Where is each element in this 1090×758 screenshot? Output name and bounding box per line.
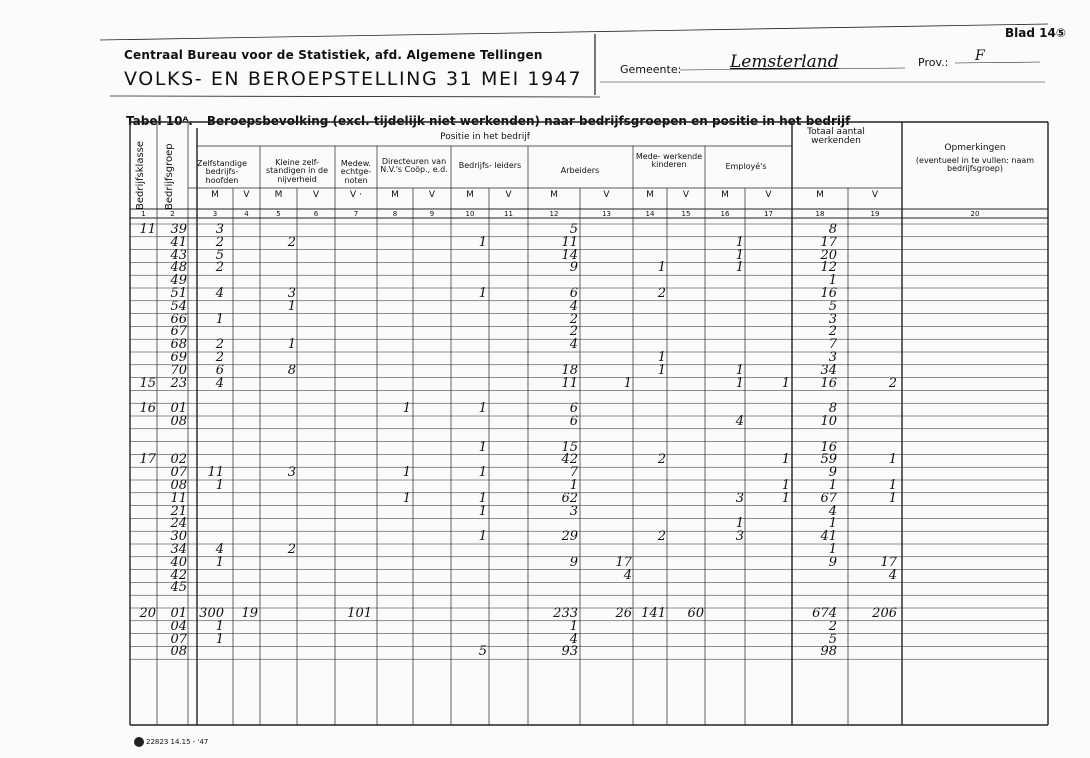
cell-c16: 4 xyxy=(735,414,744,429)
cell-c16: 3 xyxy=(735,529,744,545)
cell-c13: 26 xyxy=(615,606,632,621)
cell-c14: 1 xyxy=(657,260,666,276)
cell-c18: 10 xyxy=(820,414,837,429)
cell-c12: 14 xyxy=(561,247,578,263)
mv-subheader: M xyxy=(211,190,219,200)
cell-bedrijfsgroep: 68 xyxy=(170,337,187,353)
cell-c3: 4 xyxy=(215,286,224,301)
cell-bedrijfsklasse: 11 xyxy=(139,222,156,237)
cell-c10: 1 xyxy=(478,401,487,417)
cell-c3: 6 xyxy=(215,362,224,378)
cell-c18: 1 xyxy=(828,273,837,289)
grid-line xyxy=(110,96,600,97)
cell-bedrijfsgroep: 70 xyxy=(170,362,187,378)
mv-subheader: V xyxy=(428,190,436,200)
cell-c10: 1 xyxy=(478,465,487,481)
cell-c16: 3 xyxy=(735,490,744,506)
header-opmerkingen-sub: (eventueel in te vullen: naam bedrijfsgroep) xyxy=(915,156,1035,174)
cell-c19: 1 xyxy=(888,452,897,468)
cell-c14: 1 xyxy=(657,362,666,378)
cell-c3: 2 xyxy=(215,337,224,353)
cell-bedrijfsgroep: 51 xyxy=(170,286,187,301)
cell-bedrijfsklasse: 15 xyxy=(139,375,156,391)
column-number: 13 xyxy=(602,210,611,218)
cell-c18: 2 xyxy=(828,324,837,340)
column-number: 17 xyxy=(764,210,773,218)
cell-c8: 1 xyxy=(402,465,411,481)
cell-c10: 1 xyxy=(478,286,487,301)
cell-bedrijfsgroep: 67 xyxy=(170,324,187,340)
table-description: Beroepsbevolking (excl. tijdelijk niet werkenden) naar bedrijfsgroepen en positie in het bedrijf xyxy=(206,114,851,128)
cell-c8: 1 xyxy=(402,401,411,417)
cell-c12: 5 xyxy=(569,222,578,237)
cell-c18: 16 xyxy=(820,286,837,301)
cell-c18: 7 xyxy=(828,337,837,353)
cell-c15: 60 xyxy=(687,606,704,621)
print-code: 22823 14.15 - '47 xyxy=(146,738,209,746)
column-number: 20 xyxy=(970,210,980,218)
cell-c18: 4 xyxy=(828,503,837,519)
cell-c13: 1 xyxy=(623,375,632,391)
cell-c10: 1 xyxy=(478,490,487,506)
cell-c19: 1 xyxy=(888,478,897,493)
cell-bedrijfsgroep: 48 xyxy=(170,260,187,276)
cell-c18: 674 xyxy=(812,606,837,621)
header-bedrijfsgroep: Bedrijfsgroep xyxy=(164,143,175,210)
cell-c18: 17 xyxy=(820,234,837,250)
cell-c16: 1 xyxy=(735,375,744,391)
column-number: 14 xyxy=(645,210,655,218)
cell-c3: 2 xyxy=(215,234,224,250)
header-arbeiders: Arbeiders xyxy=(560,166,600,175)
column-number: 5 xyxy=(276,210,281,218)
mv-subheader: V xyxy=(312,190,320,200)
cell-bedrijfsgroep: 66 xyxy=(170,311,187,327)
cell-bedrijfsklasse: 20 xyxy=(139,606,156,621)
cell-c18: 9 xyxy=(828,465,837,481)
cell-c12: 1 xyxy=(569,478,578,493)
cell-c3: 1 xyxy=(215,554,224,570)
grid-line xyxy=(100,24,1048,40)
cell-c18: 8 xyxy=(828,401,837,417)
cell-c13: 4 xyxy=(623,567,632,583)
cell-c12: 2 xyxy=(569,324,578,340)
cell-c7: 101 xyxy=(347,606,372,621)
cell-c18: 1 xyxy=(828,478,837,493)
cell-c12: 9 xyxy=(569,554,578,570)
cell-c14: 2 xyxy=(657,529,666,545)
cell-c18: 9 xyxy=(828,554,837,570)
cell-c19: 1 xyxy=(888,490,897,506)
cell-bedrijfsgroep: 04 xyxy=(170,618,187,634)
column-number: 2 xyxy=(170,210,175,218)
cell-c12: 4 xyxy=(569,337,578,353)
cell-c17: 1 xyxy=(781,490,790,506)
cell-bedrijfsgroep: 24 xyxy=(170,516,187,532)
cell-bedrijfsgroep: 30 xyxy=(170,529,187,545)
cell-bedrijfsgroep: 23 xyxy=(170,375,187,391)
column-number: 11 xyxy=(504,210,513,218)
cell-c12: 3 xyxy=(569,503,578,519)
cell-bedrijfsgroep: 08 xyxy=(170,478,187,493)
cell-c16: 1 xyxy=(735,362,744,378)
cell-c3: 1 xyxy=(215,478,224,493)
cell-c3: 300 xyxy=(199,606,224,621)
cell-c12: 9 xyxy=(569,260,578,276)
cell-bedrijfsgroep: 07 xyxy=(170,631,187,647)
cell-c5: 2 xyxy=(287,234,296,250)
column-number: 18 xyxy=(815,210,825,218)
cell-bedrijfsgroep: 40 xyxy=(170,554,187,570)
cell-c17: 1 xyxy=(781,478,790,493)
column-number: 9 xyxy=(429,210,435,218)
cell-c10: 1 xyxy=(478,529,487,545)
cell-c17: 1 xyxy=(781,375,790,391)
mv-subheader: V xyxy=(603,190,610,200)
cell-c12: 62 xyxy=(561,490,578,506)
sheet-number: Blad 14⑤ xyxy=(1005,26,1066,40)
province-label: Prov.: xyxy=(918,56,949,69)
gemeente-value: Lemsterland xyxy=(730,52,839,72)
cell-c3: 5 xyxy=(215,247,224,263)
header-directeuren: Directeuren van N.V.'s Coöp., e.d. xyxy=(380,157,448,175)
header-kleine-zelfstandigen: Kleine zelf- standigen in de nijverheid xyxy=(265,158,329,184)
mv-subheader: M xyxy=(391,190,399,200)
gemeente-label: Gemeente: xyxy=(620,63,682,76)
cell-c4: 19 xyxy=(241,606,258,621)
mv-subheader: M xyxy=(550,190,558,200)
mv-subheader: M xyxy=(466,190,474,200)
header-totaal: Totaal aantal werkenden xyxy=(807,127,865,147)
cell-bedrijfsklasse: 16 xyxy=(139,401,156,417)
cell-c18: 20 xyxy=(820,247,837,263)
cell-c3: 2 xyxy=(215,260,224,276)
cell-c16: 1 xyxy=(735,516,744,532)
cell-c10: 5 xyxy=(478,644,487,660)
cell-c3: 1 xyxy=(215,631,224,647)
cell-c18: 3 xyxy=(828,350,837,365)
column-number: 8 xyxy=(392,210,398,218)
cell-c18: 1 xyxy=(828,542,837,557)
cell-c18: 8 xyxy=(828,222,837,237)
cell-c16: 1 xyxy=(735,234,744,250)
cell-c12: 2 xyxy=(569,311,578,327)
column-number: 3 xyxy=(212,210,218,218)
cell-c18: 12 xyxy=(820,260,837,276)
cell-c3: 4 xyxy=(215,375,224,391)
cell-c12: 11 xyxy=(561,234,578,250)
form-title: VOLKS- EN BEROEPSTELLING 31 MEI 1947 xyxy=(124,68,583,90)
mv-subheader: M xyxy=(721,190,729,200)
cell-c14: 1 xyxy=(657,350,666,365)
cell-c5: 3 xyxy=(287,465,296,481)
cell-c5: 3 xyxy=(287,286,296,301)
cell-c12: 29 xyxy=(561,529,578,545)
province-value: F xyxy=(975,48,985,64)
cell-c19: 4 xyxy=(888,567,897,583)
column-number: 10 xyxy=(465,210,475,218)
cell-c14: 141 xyxy=(641,606,666,621)
cell-c3: 1 xyxy=(215,311,224,327)
cell-c12: 93 xyxy=(561,644,578,660)
cell-c18: 16 xyxy=(820,375,837,391)
header-positie: Positie in het bedrijf xyxy=(440,132,530,142)
cell-c18: 59 xyxy=(820,452,837,468)
cell-c5: 8 xyxy=(287,362,296,378)
header-employes: Employé's xyxy=(725,162,767,171)
cell-c17: 1 xyxy=(781,452,790,468)
column-number: 6 xyxy=(313,210,319,218)
cell-bedrijfsgroep: 69 xyxy=(170,350,187,365)
cell-bedrijfsgroep: 54 xyxy=(170,298,187,314)
cell-c18: 41 xyxy=(820,529,837,545)
cell-bedrijfsgroep: 42 xyxy=(170,567,187,583)
grid-line xyxy=(680,68,905,70)
cell-bedrijfsklasse: 17 xyxy=(139,452,156,468)
cell-c10: 1 xyxy=(478,439,487,455)
cell-bedrijfsgroep: 08 xyxy=(170,644,187,660)
cell-c3: 1 xyxy=(215,618,224,634)
grid-line xyxy=(955,62,1040,63)
mv-subheader: V · xyxy=(350,190,362,200)
cell-c18: 5 xyxy=(828,298,837,314)
cell-c5: 1 xyxy=(287,337,296,353)
cell-c13: 17 xyxy=(615,554,632,570)
cell-c16: 1 xyxy=(735,247,744,263)
column-number: 16 xyxy=(720,210,730,218)
cell-c19: 206 xyxy=(872,606,897,621)
mv-subheader: M xyxy=(816,190,824,200)
cell-c3: 2 xyxy=(215,350,224,365)
cell-bedrijfsgroep: 01 xyxy=(170,606,187,621)
cell-bedrijfsgroep: 49 xyxy=(170,273,187,289)
cell-c12: 6 xyxy=(569,286,578,301)
cell-c18: 3 xyxy=(828,311,837,327)
cell-c12: 4 xyxy=(569,631,578,647)
cell-c8: 1 xyxy=(402,490,411,506)
cell-bedrijfsgroep: 02 xyxy=(170,452,187,468)
cell-c3: 4 xyxy=(215,542,224,557)
cell-c18: 1 xyxy=(828,516,837,532)
mv-subheader: V xyxy=(682,190,690,200)
column-number: 19 xyxy=(870,210,880,218)
cell-bedrijfsgroep: 07 xyxy=(170,465,187,481)
cell-bedrijfsgroep: 21 xyxy=(170,503,187,519)
cell-bedrijfsgroep: 41 xyxy=(170,234,187,250)
header-medewerkende-kinderen: Mede- werkende kinderen xyxy=(635,152,703,170)
cell-c12: 233 xyxy=(553,606,578,621)
cell-c18: 16 xyxy=(820,439,837,455)
cell-c18: 67 xyxy=(820,490,837,506)
header-zelfstandige: Zelfstandige bedrijfs- hoofden xyxy=(196,159,248,185)
cell-bedrijfsgroep: 01 xyxy=(170,401,187,417)
header-medew-echtgenoten: Medew. echtge- noten xyxy=(340,159,372,185)
cell-c14: 2 xyxy=(657,452,666,468)
mv-subheader: V xyxy=(505,190,512,200)
column-number: 12 xyxy=(549,210,559,218)
printer-seal-icon xyxy=(134,737,144,747)
cell-c10: 1 xyxy=(478,503,487,519)
table-number: Tabel 10ᴬ. xyxy=(126,114,193,128)
cell-c14: 2 xyxy=(657,286,666,301)
cell-c12: 6 xyxy=(569,401,578,417)
cell-c18: 5 xyxy=(828,631,837,647)
mv-subheader: M xyxy=(646,190,654,200)
cell-bedrijfsgroep: 08 xyxy=(170,414,187,429)
header-bedrijfsklasse: Bedrijfsklasse xyxy=(135,140,146,210)
header-opmerkingen: Opmerkingen xyxy=(944,143,1006,153)
cell-c3: 3 xyxy=(215,222,224,237)
cell-c3: 11 xyxy=(207,465,224,481)
cell-c16: 1 xyxy=(735,260,744,276)
cell-c12: 4 xyxy=(569,298,578,314)
cell-bedrijfsgroep: 11 xyxy=(170,490,187,506)
mv-subheader: V xyxy=(765,190,772,200)
cell-c18: 34 xyxy=(820,362,837,378)
cell-bedrijfsgroep: 39 xyxy=(170,222,187,237)
column-number: 1 xyxy=(141,210,146,218)
cell-bedrijfsgroep: 43 xyxy=(170,247,187,263)
cell-c10: 1 xyxy=(478,234,487,250)
mv-subheader: V xyxy=(871,190,879,200)
cell-c12: 6 xyxy=(569,414,578,429)
cell-c12: 7 xyxy=(569,465,578,481)
cell-c18: 98 xyxy=(820,644,837,660)
cell-bedrijfsgroep: 34 xyxy=(170,542,187,557)
bureau-name: Centraal Bureau voor de Statistiek, afd. Algemene Tellingen xyxy=(124,48,543,62)
cell-c12: 15 xyxy=(561,439,578,455)
column-number: 7 xyxy=(353,210,359,218)
cell-c5: 1 xyxy=(287,298,296,314)
mv-subheader: M xyxy=(274,190,283,200)
header-bedrijfsleiders: Bedrijfs- leiders xyxy=(458,161,522,170)
column-number: 15 xyxy=(681,210,691,218)
cell-c18: 2 xyxy=(828,618,837,634)
column-number: 4 xyxy=(244,210,249,218)
cell-c12: 1 xyxy=(569,618,578,634)
mv-subheader: V xyxy=(243,190,250,200)
cell-c12: 11 xyxy=(561,375,578,391)
cell-c19: 2 xyxy=(888,375,897,391)
cell-c12: 18 xyxy=(561,362,578,378)
cell-bedrijfsgroep: 45 xyxy=(170,580,187,596)
cell-c12: 42 xyxy=(561,452,578,468)
cell-c5: 2 xyxy=(287,542,296,557)
cell-c19: 17 xyxy=(880,554,897,570)
